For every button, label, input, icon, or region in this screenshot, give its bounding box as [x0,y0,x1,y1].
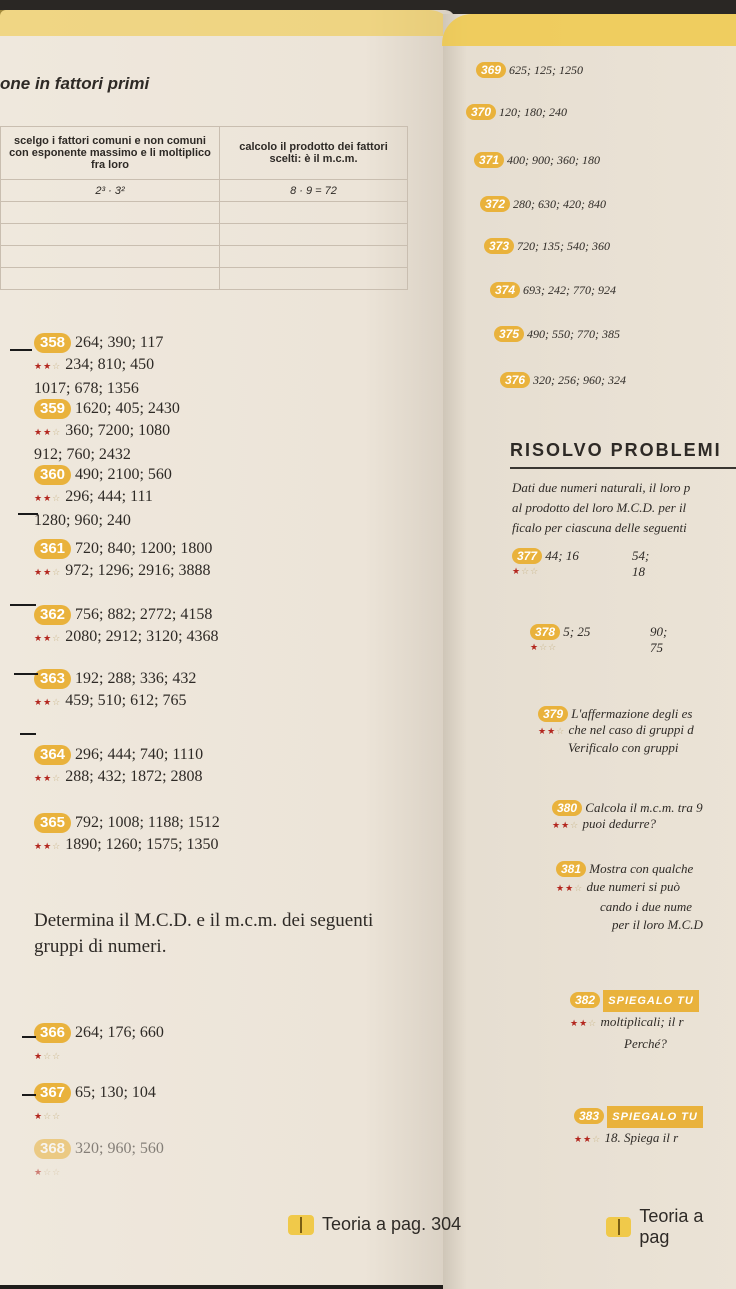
left-header-band [0,10,455,36]
exercise-363: 363 192; 288; 336; 432 ★★☆ 459; 510; 612; 765 [34,670,197,709]
pen-mark [14,673,38,675]
exercise-360: 360 490; 2100; 560 ★★☆ 296; 444; 111 1280; 960; 240 [34,466,172,529]
exercise-368: 368 320; 960; 560 ★☆☆ [34,1140,164,1178]
exercise-number: 362 [34,605,71,625]
exercise-367: 367 65; 130; 104 ★☆☆ [34,1084,156,1122]
exercise-number: 361 [34,539,71,559]
exercise-376: 376 320; 256; 960; 324 [500,372,626,388]
exercise-number: 359 [34,399,71,419]
exercise-372: 372 280; 630; 420; 840 [480,196,606,212]
exercise-371: 371 400; 900; 360; 180 [474,152,600,168]
problem-383: 383 SPIEGALO TU ★★☆ 18. Spiega il r [574,1106,703,1150]
pen-mark [18,513,38,515]
exercise-358: 358 264; 390; 117 ★★☆ 234; 810; 450 1017; 678; 1356 [34,334,164,397]
problem-380: 380 Calcola il m.c.m. tra 9 ★★☆ puoi dedurre? [552,800,703,831]
problem-377: 377 44; 16 54; 18 ★☆☆ [512,548,650,579]
table-row: 2³ · 3² 8 · 9 = 72 [1,180,408,202]
exercise-366: 366 264; 176; 660 ★☆☆ [34,1024,164,1062]
exercise-369: 369 625; 125; 1250 [476,62,583,78]
exercise-359: 359 1620; 405; 2430 ★★☆ 360; 7200; 1080 912; 760; 2432 [34,400,180,463]
exercise-361: 361 720; 840; 1200; 1800 ★★☆ 972; 1296; 2916; 3888 [34,540,213,579]
exercise-370: 370 120; 180; 240 [466,104,567,120]
table-row [1,268,408,290]
table-header-2: calcolo il prodotto dei fattori scelti: è il m.c.m. [220,127,408,180]
table-header-1: scelgo i fattori comuni e non comuni con esponente massimo e li moltiplico fra loro [1,127,220,180]
exercise-373: 373 720; 135; 540; 360 [484,238,610,254]
teoria-link-right[interactable]: Teoria a pag [606,1206,736,1248]
exercise-number: 367 [34,1083,71,1103]
pen-mark [10,604,36,606]
difficulty-stars: ★★☆ [34,698,62,708]
difficulty-stars: ★★☆ [34,634,62,644]
exercise-number: 358 [34,333,71,353]
exercise-number: 368 [34,1139,71,1159]
exercise-375: 375 490; 550; 770; 385 [494,326,620,342]
difficulty-stars: ★★☆ [34,568,62,578]
problem-382: 382 SPIEGALO TU ★★☆ moltiplicali; il r Perché? [570,990,699,1054]
difficulty-stars: ★★☆ [34,428,62,438]
difficulty-stars: ★★☆ [34,362,62,372]
difficulty-stars: ★★☆ [34,842,62,852]
problem-381: 381 Mostra con qualche ★★☆ due numeri si può cando i due nume per il loro M.C.D [556,861,703,932]
table-row [1,224,408,246]
right-header-band [442,14,736,46]
table-row [1,246,408,268]
difficulty-stars: ★★☆ [34,774,62,784]
exercise-number: 364 [34,745,71,765]
section-title: one in fattori primi [0,74,150,93]
exercise-374: 374 693; 242; 770; 924 [490,282,616,298]
exercise-number: 365 [34,813,71,833]
exercise-number: 360 [34,465,71,485]
problems-intro: Dati due numeri naturali, il loro p al prodotto del loro M.C.D. per il ficalo per ciascuna delle seguenti [512,480,691,535]
calc-table [0,126,408,290]
problem-379: 379 L'affermazione degli es ★★☆ che nel caso di gruppi d Verificalo con gruppi [538,706,694,755]
book-icon [288,1215,314,1235]
problem-378: 378 5; 25 90; 75 ★☆☆ [530,624,668,655]
pen-mark [20,733,36,735]
problems-title: RISOLVO PROBLEMI [510,440,736,469]
table-row [1,202,408,224]
book-icon [606,1217,631,1237]
exercise-number: 363 [34,669,71,689]
exercise-362: 362 756; 882; 2772; 4158 ★★☆ 2080; 2912; 3120; 4368 [34,606,219,645]
difficulty-stars: ★☆☆ [34,1168,62,1178]
difficulty-stars: ★★☆ [34,494,62,504]
pen-mark [22,1036,36,1038]
exercise-number: 366 [34,1023,71,1043]
exercise-364: 364 296; 444; 740; 1110 ★★☆ 288; 432; 1872; 2808 [34,746,204,785]
pen-mark [22,1094,36,1096]
pen-mark [10,349,32,351]
instruction-text: Determina il M.C.D. e il m.c.m. dei seguenti gruppi di numeri. [34,910,374,957]
exercise-365: 365 792; 1008; 1188; 1512 ★★☆ 1890; 1260; 1575; 1350 [34,814,220,853]
difficulty-stars: ★☆☆ [34,1052,62,1062]
teoria-link-left[interactable]: Teoria a pag. 304 [288,1214,461,1235]
difficulty-stars: ★☆☆ [34,1112,62,1122]
